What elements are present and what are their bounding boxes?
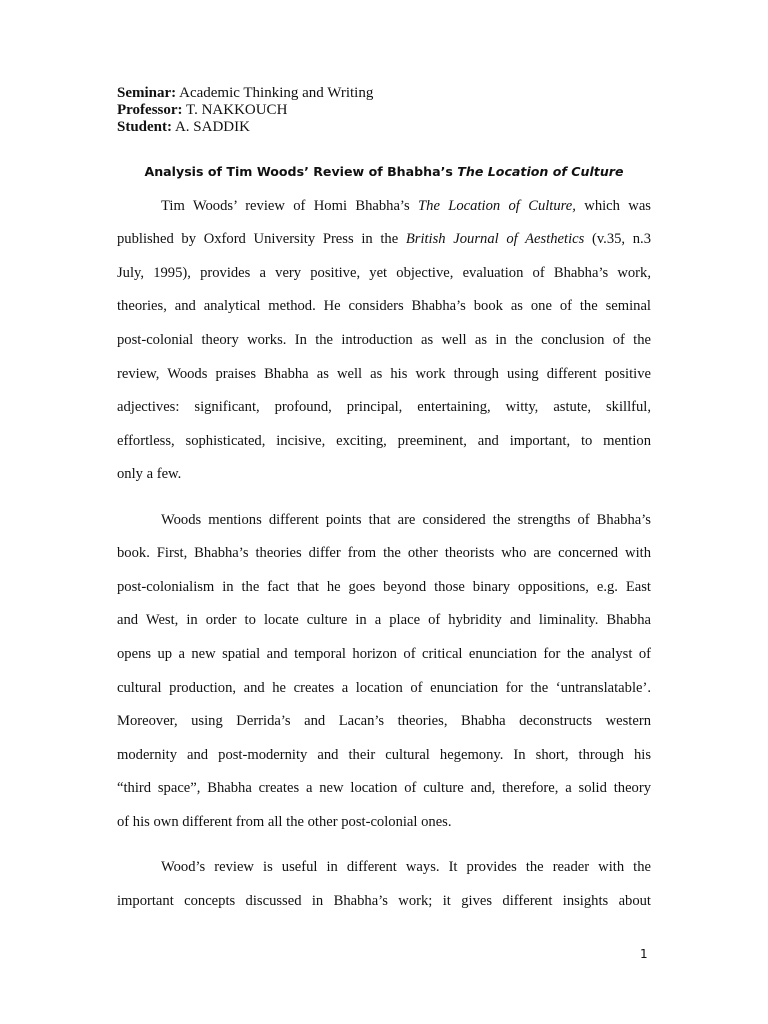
- p2-line-9: “third space”, Bhabha creates a new location of culture and, therefore, a solid theory: [117, 780, 651, 796]
- p2-line-10: of his own different from all the other post-colonial ones.: [117, 814, 452, 830]
- p2-line-6: cultural production, and he creates a location of enunciation for the ‘untranslatable’.: [117, 680, 651, 696]
- p1-line-6: review, Woods praises Bhabha as well as his work through using different positive: [117, 366, 651, 382]
- p1-l2-b: (v.35, n.3: [584, 231, 651, 247]
- p1-line-4: theories, and analytical method. He considers Bhabha’s book as one of the seminal: [117, 298, 651, 314]
- professor-label: Professor:: [117, 102, 183, 118]
- professor-value: T. NAKKOUCH: [186, 102, 288, 118]
- p3-line-2: important concepts discussed in Bhabha’s work; it gives different insights about: [117, 893, 651, 909]
- p2-line-3: post-colonialism in the fact that he goes beyond those binary oppositions, e.g. East: [117, 579, 651, 595]
- p2-line-5: opens up a new spatial and temporal horizon of critical enunciation for the analyst of: [117, 646, 651, 662]
- student-label: Student:: [117, 119, 173, 135]
- seminar-line: [117, 85, 373, 102]
- student-value: A. SADDIK: [174, 119, 250, 135]
- title-italic: The Location of Culture: [457, 164, 624, 179]
- p3-line-1: Wood’s review is useful in different ways. It provides the reader with the: [161, 859, 651, 875]
- seminar-label: Seminar:: [117, 85, 177, 101]
- p2-line-7: Moreover, using Derrida’s and Lacan’s theories, Bhabha deconstructs western: [117, 713, 651, 729]
- p1-l1-a: Tim Woods’ review of Homi Bhabha’s: [161, 198, 419, 214]
- p1-l1-b: which was: [575, 198, 651, 214]
- p2-line-8: modernity and post-modernity and their cultural hegemony. In short, through his: [117, 747, 651, 763]
- p1-line-9: only a few.: [117, 466, 182, 482]
- p2-line-2: book. First, Bhabha’s theories differ from the other theorists who are concerned with: [117, 545, 651, 561]
- document-title: [0, 164, 768, 179]
- seminar-value: Academic Thinking and Writing: [179, 85, 374, 101]
- p1-line-7: adjectives: significant, profound, principal, entertaining, witty, astute, skillful,: [117, 399, 651, 415]
- p1-line-3: July, 1995), provides a very positive, yet objective, evaluation of Bhabha’s work,: [117, 265, 651, 281]
- p1-l2-italic: British Journal of Aesthetics: [405, 231, 585, 247]
- header-block: [117, 85, 373, 136]
- page-number: 1: [640, 947, 648, 961]
- p1-line-2: [117, 229, 651, 249]
- p2-line-1: Woods mentions different points that are considered the strengths of Bhabha’s: [161, 512, 651, 528]
- p1-line-1: [161, 196, 651, 216]
- professor-line: [117, 102, 373, 119]
- p1-line-5: post-colonial theory works. In the introduction as well as in the conclusion of the: [117, 332, 651, 348]
- p2-line-4: and West, in order to locate culture in a place of hybridity and liminality. Bhabha: [117, 612, 651, 628]
- student-line: [117, 119, 373, 136]
- p1-l1-italic: The Location of Culture,: [418, 198, 576, 214]
- p1-line-8: effortless, sophisticated, incisive, exciting, preeminent, and important, to mention: [117, 433, 651, 449]
- title-prefix: Analysis of Tim Woods’ Review of Bhabha’s: [144, 164, 458, 179]
- p1-l2-a: published by Oxford University Press in the: [117, 231, 406, 247]
